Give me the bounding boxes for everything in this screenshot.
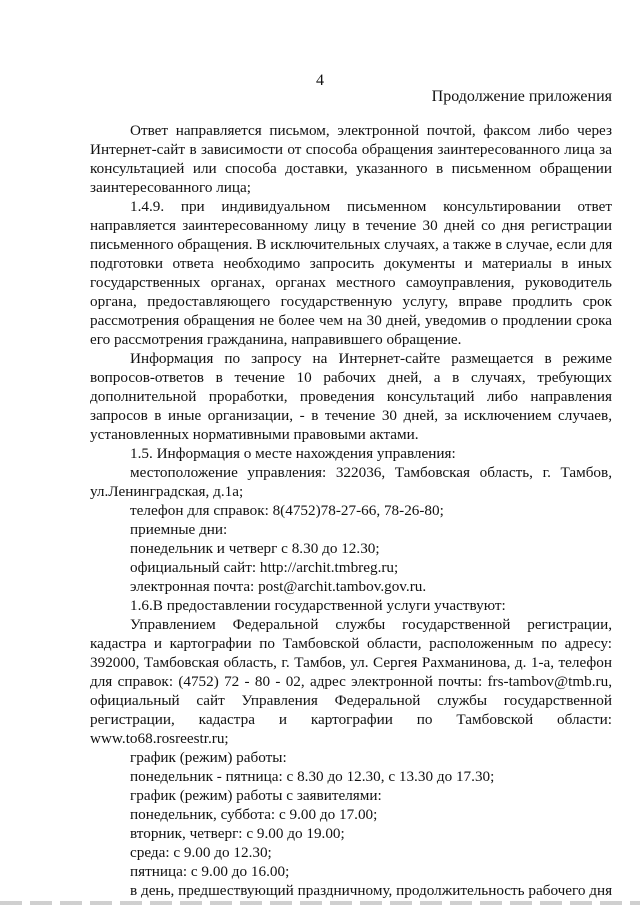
text-line: 392000, Тамбовская область, г. Тамбов, ул. Сергея Рахманинова, д. 1-а, телефон: [90, 654, 612, 671]
continuation-label: Продолжение приложения: [431, 88, 612, 105]
text-line: местоположение управления: 322036, Тамбовская область, г. Тамбов,: [130, 464, 612, 481]
text-line: Интернет-сайт в зависимости от способа обращения заинтересованного лица за: [90, 141, 612, 158]
text-line: 1.6.В предоставлении государственной услуги участвуют:: [130, 597, 506, 614]
text-line: Информация по запросу на Интернет-сайте размещается в режиме: [130, 350, 612, 367]
text-line: регистрации, кадастра и картографии по Тамбовской области:: [90, 711, 612, 728]
text-line: запросов в иные организации, - в течение 30 дней, за исключением случаев,: [90, 407, 612, 424]
text-line: www.to68.rosreestr.ru;: [90, 730, 229, 747]
text-line: 1.5. Информация о месте нахождения управления:: [130, 445, 456, 462]
text-line: кадастра и картографии по Тамбовской области, расположенным по адресу:: [90, 635, 612, 652]
text-line: электронная почта: post@archit.tambov.gov.ru.: [130, 578, 427, 595]
text-line: дополнительной проработки, проведения консультаций либо направления: [90, 388, 612, 405]
text-line: заинтересованного лица;: [90, 179, 252, 196]
text-line: направляется заинтересованному лицу в течение 30 дней со дня регистрации: [90, 217, 612, 234]
text-line: ул.Ленинградская, д.1а;: [90, 483, 244, 500]
text-line: консультацией или способа доставки, указанного в письменном обращении: [90, 160, 612, 177]
text-line: пятница: с 9.00 до 16.00;: [130, 863, 290, 880]
text-line: Ответ направляется письмом, электронной почтой, факсом либо через: [130, 122, 612, 139]
text-line: государственных органах, органах местного самоуправления, руководитель: [90, 274, 612, 291]
text-line: график (режим) работы:: [130, 749, 287, 766]
text-line: для справок: (4752) 72 - 80 - 02, адрес электронной почты: frs-tambov@tmb.ru,: [90, 673, 612, 690]
text-line: органа, предоставляющего государственную услугу, вправе продлить срок: [90, 293, 612, 310]
text-line: понедельник, суббота: с 9.00 до 17.00;: [130, 806, 378, 823]
scan-edge-artifact: [0, 901, 640, 905]
text-line: Управлением Федеральной службы государственной регистрации,: [130, 616, 612, 633]
text-line: его рассмотрения гражданина, направившего обращение.: [90, 331, 462, 348]
text-line: понедельник и четверг с 8.30 до 12.30;: [130, 540, 380, 557]
text-line: вторник, четверг: с 9.00 до 19.00;: [130, 825, 345, 842]
text-line: телефон для справок: 8(4752)78-27-66, 78-26-80;: [130, 502, 444, 519]
text-line: приемные дни:: [130, 521, 228, 538]
text-line: письменного обращения. В исключительных случаях, а также в случае, если для: [90, 236, 613, 253]
text-line: подготовки ответа необходимо запросить документы и материалы в иных: [90, 255, 612, 272]
text-line: среда: с 9.00 до 12.30;: [130, 844, 272, 861]
text-line: график (режим) работы с заявителями:: [130, 787, 382, 804]
text-line: вопросов-ответов в течение 10 рабочих дней, а в случаях, требующих: [90, 369, 612, 386]
text-line: официальный сайт: http://archit.tmbreg.ru;: [130, 559, 399, 576]
text-line: понедельник - пятница: с 8.30 до 12.30, с 13.30 до 17.30;: [130, 768, 495, 785]
text-line: 1.4.9. при индивидуальном письменном консультировании ответ: [130, 198, 612, 215]
page-number: 4: [316, 72, 324, 89]
text-line: официальный сайт Управления Федеральной службы государственной: [90, 692, 612, 709]
text-line: в день, предшествующий праздничному, продолжительность рабочего дня: [130, 882, 613, 899]
text-line: установленных нормативными правовыми актами.: [90, 426, 419, 443]
text-line: рассмотрения обращения не более чем на 30 дней, уведомив о продлении срока: [90, 312, 612, 329]
